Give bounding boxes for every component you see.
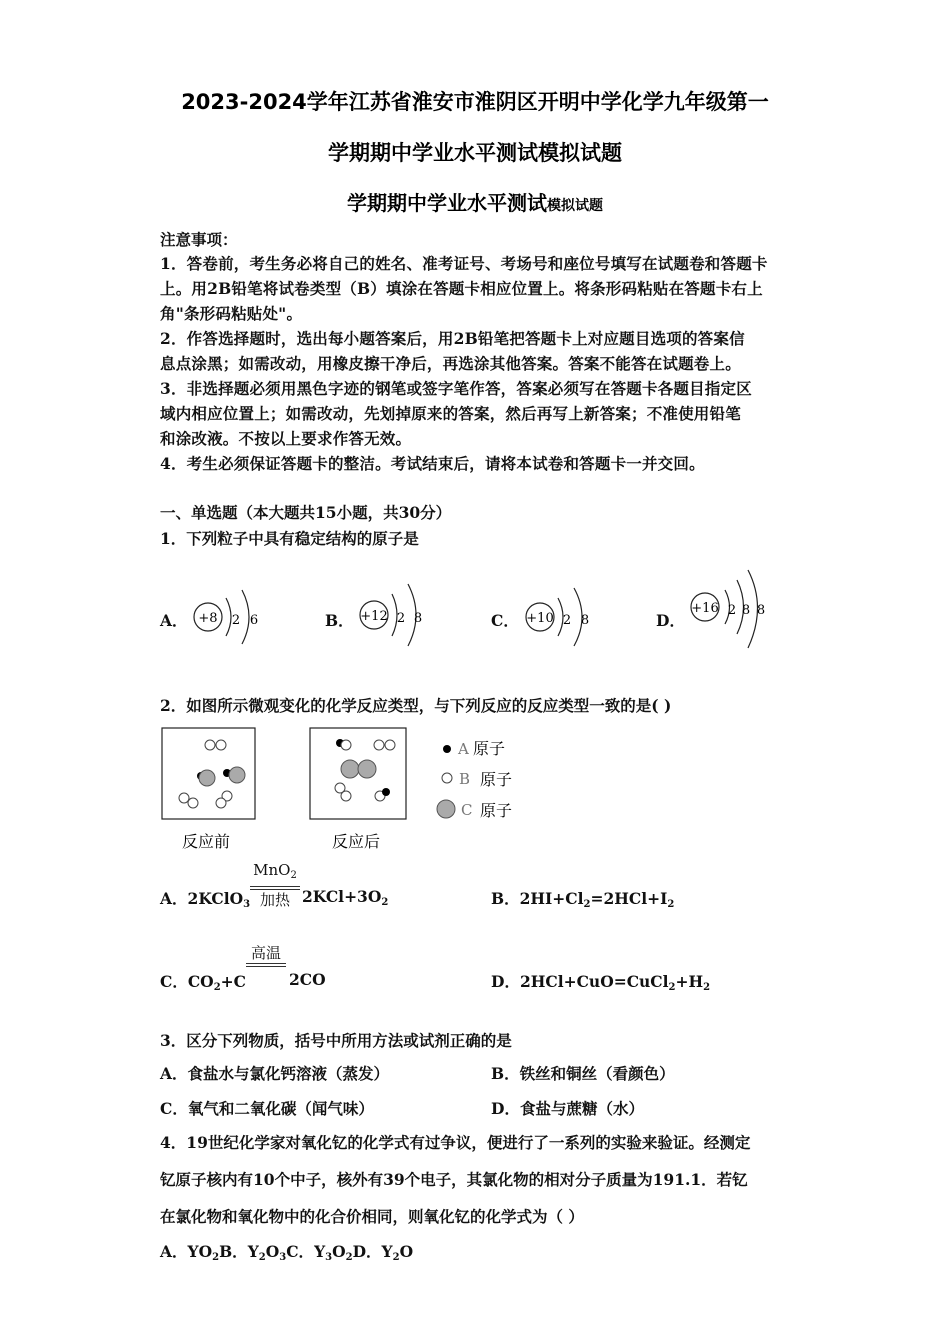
q2-legend-b-text: 原子 [480,770,513,789]
exam-title-line-3-main: 学期期中学业水平测试 [347,191,547,215]
exam-title-line-3 [0,187,950,216]
q4-option-a-sub: 2 [212,1252,220,1263]
q1-stem: 1．下列粒子中具有稳定结构的原子是 [160,529,419,548]
q2-legend-a-letter: A [458,740,469,758]
q1-option-c-label[interactable]: C． [491,611,519,630]
q2-option-b[interactable] [491,887,674,910]
q1-option-a-label[interactable]: A． [160,611,188,630]
q4-options [160,1240,413,1263]
q3-option-c[interactable]: C．氧气和二氧化碳（闻气味） [160,1099,374,1118]
q2-legend-b-letter: B [459,770,471,788]
q2-option-c-product: 2CO [289,970,326,989]
notice-line: 和涂改液。不按以上要求作答无效。 [160,429,412,448]
q4-option-a-label[interactable]: A． [160,1242,188,1261]
notice-line: 角"条形码粘贴处"。 [160,304,303,323]
q1-b-shell-1: 2 [396,611,406,626]
notice-line: 上。用2B铅笔将试卷类型（B）填涂在答题卡相应位置上。将条形码粘贴在答题卡右上 [160,279,763,298]
q1-option-d-diagram [685,562,795,657]
q2-option-d-label: D． [491,972,520,991]
q4-option-c-mid: O [332,1242,346,1261]
q2-b-part-1: 2HI+Cl [519,889,584,908]
q4-option-b-sub-2: 3 [279,1252,287,1263]
q3-option-b[interactable]: B．铁丝和铜丝（看颜色） [491,1064,675,1083]
q1-d-shell-1: 2 [727,603,737,618]
q2-legend-a-text: 原子 [473,739,506,758]
q4-option-d-sub: 2 [392,1252,400,1263]
q2-d-sub-1: 2 [668,982,676,993]
q4-option-c[interactable]: Y [314,1242,326,1261]
q2-b-sub-2: 2 [667,899,675,910]
q2-option-b-label: B． [491,889,520,908]
q2-a-reactant-sub: 3 [243,899,251,910]
q2-a-reactant: 2KClO [187,889,244,908]
q3-option-d[interactable]: D．食盐与蔗糖（水） [491,1099,644,1118]
q2-a-product-sub: 2 [381,897,389,908]
notice-line: 3．非选择题必须用黑色字迹的钢笔或签字笔作答，答案必须写在答题卡各题目指定区 [160,379,752,398]
q2-legend-c-letter: C [461,801,473,819]
q1-c-nucleus: +10 [526,611,554,626]
q1-a-shell-1: 2 [231,613,241,628]
q2-c-sub-1: 2 [213,982,221,993]
q2-a-heat: 加热 [259,891,290,909]
q1-a-shell-2: 6 [249,613,259,628]
q2-after-caption: 反应后 [332,832,381,851]
q2-legend-c-text: 原子 [480,801,513,820]
q4-stem-line: 钇原子核内有10个中子，核外有39个电子，其氯化物的相对分子质量为191.1．若钇 [160,1170,748,1189]
q2-b-part-2: =2HCl+I [590,889,668,908]
notice-line: 息点涂黑；如需改动，用橡皮擦干净后，再选涂其他答案。答案不能答在试题卷上。 [160,354,741,373]
q2-stem: 2．如图所示微观变化的化学反应类型，与下列反应的反应类型一致的是( ) [160,696,672,715]
q3-stem: 3．区分下列物质，括号中所用方法或试剂正确的是 [160,1031,512,1050]
q2-option-a-product [302,887,388,908]
q2-option-d[interactable] [491,970,710,993]
q1-option-a-diagram [188,580,288,655]
q2-reaction-diagram [160,726,540,856]
q2-d-part-1: 2HCl+CuO=CuCl [519,972,669,991]
section-heading: 一、单选题（本大题共15小题，共30分） [160,503,452,522]
q2-a-catalyst-sub: 2 [290,870,297,881]
q1-b-nucleus: +12 [360,609,388,624]
q4-option-b-label[interactable]: B． [219,1242,248,1261]
q1-option-d-label[interactable]: D． [656,611,685,630]
q1-c-shell-1: 2 [562,613,572,628]
notice-line: 2．作答选择题时，选出每小题答案后，用2B铅笔把答题卡上对应题目选项的答案信 [160,329,745,348]
q1-d-shell-3: 8 [756,603,766,618]
notice-line: 4．考生必须保证答题卡的整洁。考试结束后，请将本试卷和答题卡一并交回。 [160,454,705,473]
q2-before-caption: 反应前 [182,832,231,851]
q4-option-b-sub-1: 2 [258,1252,266,1263]
exam-title-line-3-small: 模拟试题 [547,198,603,214]
q2-a-catalyst: MnO [253,861,291,879]
exam-title-line-2: 学期期中学业水平测试模拟试题 [328,141,622,165]
q2-option-c-condition [246,944,286,968]
q1-d-nucleus: +16 [691,601,719,616]
q2-option-a-condition [250,861,300,909]
q1-c-shell-2: 8 [580,613,590,628]
q4-option-d-end: O [399,1242,414,1261]
q4-option-d[interactable]: Y [381,1242,393,1261]
q4-option-b-mid: O [265,1242,280,1261]
q2-option-a[interactable] [160,887,250,910]
q4-option-c-label[interactable]: C． [286,1242,315,1261]
q2-option-c[interactable] [160,970,246,993]
q4-option-c-sub-2: 2 [345,1252,353,1263]
q2-c-part-1: CO [187,972,214,991]
q2-option-c-label: C． [160,972,188,991]
q4-option-b[interactable]: Y [247,1242,259,1261]
q4-option-a[interactable]: YO [187,1242,213,1261]
notice-line: 1．答卷前，考生务必将自己的姓名、准考证号、考场号和座位号填写在试题卷和答题卡 [160,254,768,273]
q1-option-b-label[interactable]: B． [325,611,354,630]
q4-stem-line: 4．19世纪化学家对氧化钇的化学式有过争议，便进行了一系列的实验来验证。经测定 [160,1133,751,1152]
q2-c-high-temp: 高温 [250,944,281,962]
q1-d-shell-2: 8 [741,603,751,618]
notice-heading: 注意事项： [160,230,238,249]
q1-b-shell-2: 8 [413,611,423,626]
exam-title-line-1: 2023-2024学年江苏省淮安市淮阴区开明中学化学九年级第一 [181,90,769,114]
q1-option-b-diagram [354,576,454,651]
q1-option-c-diagram [520,578,620,653]
q3-option-a[interactable]: A．食盐水与氯化钙溶液（蒸发） [160,1064,390,1083]
notice-line: 域内相应位置上；如需改动，先划掉原来的答案，然后再写上新答案；不准使用铅笔 [160,404,741,423]
q2-b-sub-1: 2 [583,899,591,910]
q4-stem-line: 在氯化物和氧化物中的化合价相同，则氧化钇的化学式为（ ） [160,1207,584,1226]
q4-option-c-sub-1: 3 [325,1252,333,1263]
q2-d-part-2: +H [675,972,704,991]
q2-a-product: 2KCl+3O [302,887,382,906]
q2-c-part-2: +C [220,972,246,991]
q1-a-nucleus: +8 [198,611,218,626]
q2-d-sub-2: 2 [703,982,711,993]
q4-option-d-label[interactable]: D． [352,1242,382,1261]
q2-option-a-label: A． [160,889,188,908]
